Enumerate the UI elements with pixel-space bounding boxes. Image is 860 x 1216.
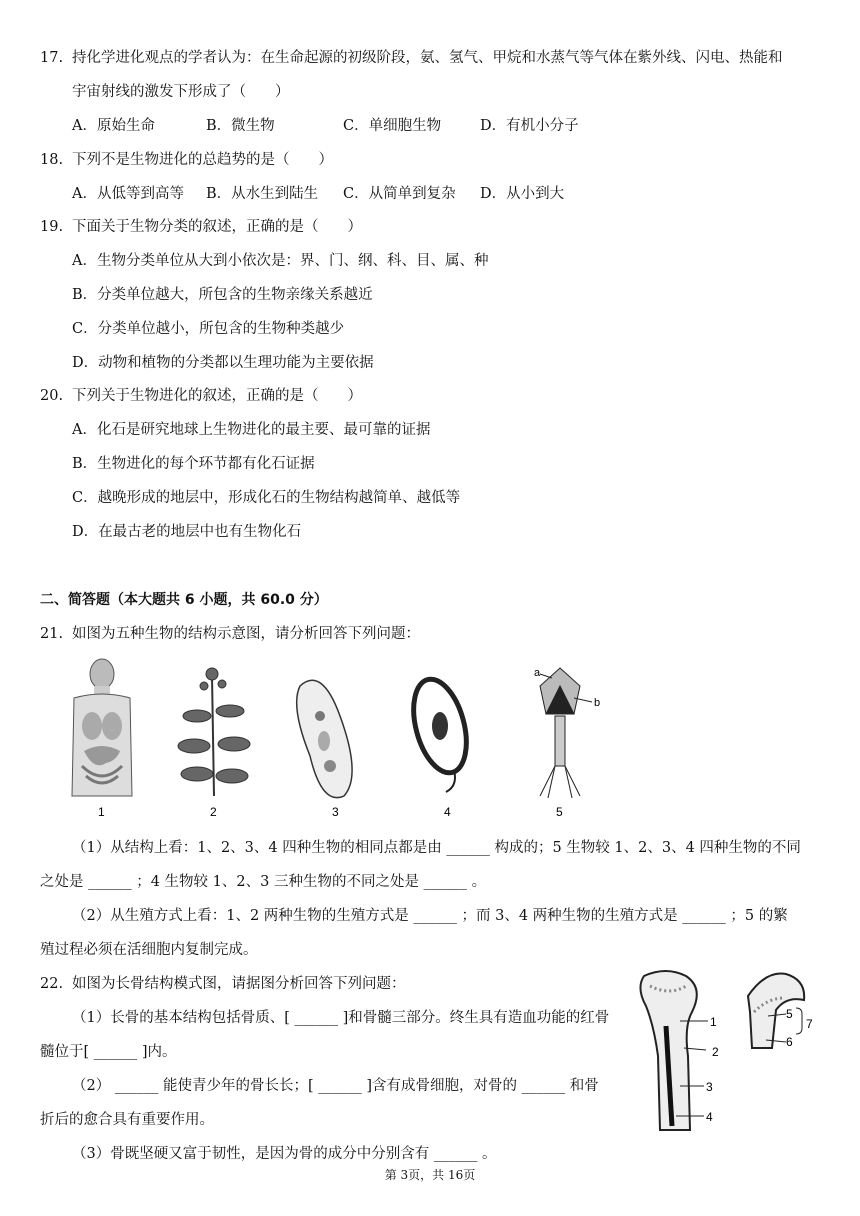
five-organisms-figure <box>62 656 622 826</box>
paramecium-image <box>297 680 352 797</box>
q21-part2-line2: 殖过程必须在活细胞内复制完成。 <box>40 942 258 958</box>
bone-label-4: 4 <box>706 1110 713 1124</box>
q22-part1-line2: 髓位于[ ______ ]内。 <box>40 1044 177 1060</box>
bone-label-5: 5 <box>786 1007 793 1021</box>
q18-option-d: D．从小到大 <box>480 186 565 202</box>
long-bone-image <box>640 971 708 1130</box>
page-footer: 第 3页，共 16页 <box>384 1168 476 1182</box>
bone-label-6: 6 <box>786 1035 793 1049</box>
q18-option-a: A．从低等到高等 <box>72 186 184 202</box>
bone-label-2: 2 <box>712 1045 719 1059</box>
phage-label-b: b <box>594 697 601 709</box>
q21-number: 21. <box>40 626 64 642</box>
q20-option-d: D．在最古老的地层中也有生物化石 <box>72 524 302 540</box>
q19-option-d: D．动物和植物的分类都以生理功能为主要依据 <box>72 355 374 371</box>
bacteriophage-image <box>540 668 592 798</box>
figure-label-1: 1 <box>98 805 105 819</box>
bone-label-7: 7 <box>806 1017 813 1031</box>
q17-option-b: B．微生物 <box>206 118 275 134</box>
q18-option-c: C．从简单到复杂 <box>343 186 456 202</box>
bone-label-1: 1 <box>710 1015 717 1029</box>
figure-label-5: 5 <box>556 805 563 819</box>
q19-option-a: A．生物分类单位从大到小依次是：界、门、纲、科、目、属、种 <box>72 253 489 269</box>
section-heading: 二、简答题（本大题共 6 小题，共 60.0 分） <box>40 592 328 608</box>
plant-image <box>178 668 250 796</box>
q22-number: 22. <box>40 976 64 992</box>
q19-option-b: B．分类单位越大，所包含的生物亲缘关系越近 <box>72 287 373 303</box>
q17-text-cont: 宇宙射线的激发下形成了（ ） <box>72 84 290 100</box>
q17-text: 持化学进化观点的学者认为：在生命起源的初级阶段，氨、氢气、甲烷和水蒸气等气体在紫外线、闪电、热能和 <box>72 50 783 66</box>
q20-option-c: C．越晚形成的地层中，形成化石的生物结构越简单、越低等 <box>72 490 461 506</box>
q21-part2-line1: （2）从生殖方式上看：1、2 两种生物的生殖方式是 ______ ；而 3、4 两种生物的生殖方式是 ______ ；5 的繁 <box>72 908 788 924</box>
bone-head-detail-image <box>748 973 804 1048</box>
bone-label-3: 3 <box>706 1080 713 1094</box>
q19-text: 下面关于生物分类的叙述，正确的是（ ） <box>72 219 362 235</box>
q22-part3: （3）骨既坚硬又富于韧性，是因为骨的成分中分别含有 ______ 。 <box>72 1146 497 1162</box>
q19-option-c: C．分类单位越小，所包含的生物种类越少 <box>72 321 345 337</box>
long-bone-figure <box>636 966 816 1140</box>
q22-part2-line2: 折后的愈合具有重要作用。 <box>40 1112 214 1128</box>
q18-number: 18. <box>40 152 64 168</box>
q21-part1-line1: （1）从结构上看：1、2、3、4 四种生物的相同点都是由 ______ 构成的；5 生物较 1、2、3、4 四种生物的不同 <box>72 840 801 856</box>
human-body-image <box>72 659 132 796</box>
q22-part1-line1: （1）长骨的基本结构包括骨质、[ ______ ]和骨髓三部分。终生具有造血功能的红骨 <box>72 1010 610 1026</box>
phage-label-a: a <box>534 667 541 679</box>
q17-option-d: D．有机小分子 <box>480 118 579 134</box>
q18-text: 下列不是生物进化的总趋势的是（ ） <box>72 152 333 168</box>
q22-part2-line1: （2） ______ 能使青少年的骨长长；[ ______ ]含有成骨细胞，对骨的 ______ 和骨 <box>72 1078 599 1094</box>
bacterium-image <box>404 673 475 792</box>
q17-option-a: A．原始生命 <box>72 118 155 134</box>
figure-label-3: 3 <box>332 805 339 819</box>
q20-text: 下列关于生物进化的叙述，正确的是（ ） <box>72 388 362 404</box>
q20-number: 20. <box>40 388 64 404</box>
q18-option-b: B．从水生到陆生 <box>206 186 319 202</box>
q21-text: 如图为五种生物的结构示意图，请分析回答下列问题： <box>72 626 420 642</box>
q17-option-c: C．单细胞生物 <box>343 118 442 134</box>
figure-label-4: 4 <box>444 805 451 819</box>
q20-option-b: B．生物进化的每个环节都有化石证据 <box>72 456 315 472</box>
q17-number: 17. <box>40 50 64 66</box>
q20-option-a: A．化石是研究地球上生物进化的最主要、最可靠的证据 <box>72 422 431 438</box>
q21-part1-line2: 之处是 ______ ；4 生物较 1、2、3 三种生物的不同之处是 ______ 。 <box>40 874 487 890</box>
q22-text: 如图为长骨结构模式图，请据图分析回答下列问题： <box>72 976 406 992</box>
q19-number: 19. <box>40 219 64 235</box>
figure-label-2: 2 <box>210 805 217 819</box>
